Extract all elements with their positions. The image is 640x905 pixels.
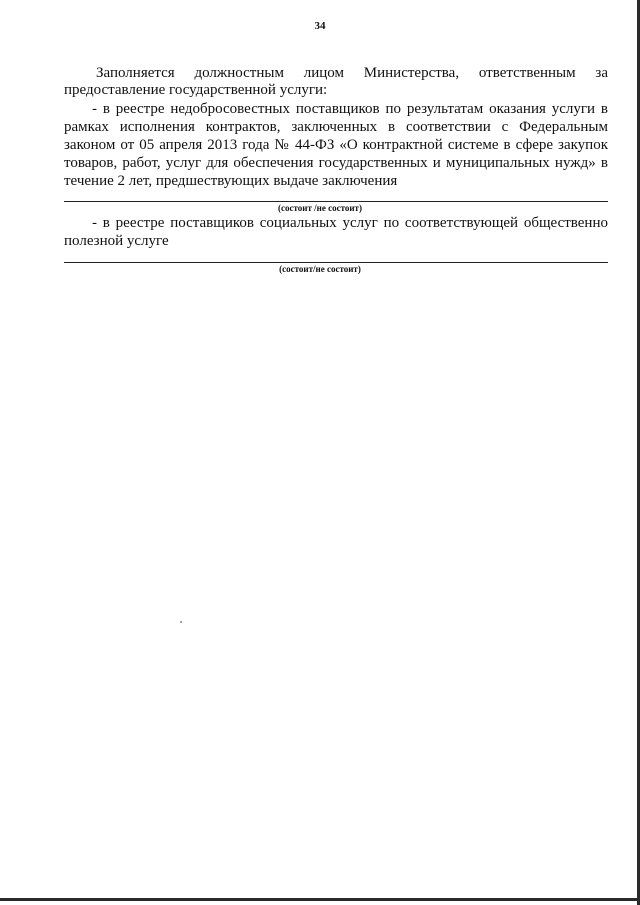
status-caption-2: (состоит/не состоит) [279,264,361,274]
page-number: 34 [314,20,326,32]
paragraph-1-line-2: предоставление государственной услуги: [64,82,328,98]
paragraph-2-line-4: товаров, работ, услуг для обеспечения государственных и муниципальных нужд» в [64,155,608,171]
paragraph-2-line-3: законом от 05 апреля 2013 года № 44-ФЗ «О контрактной системе в сфере закупок [64,137,608,153]
paragraph-3-line-1: - в реестре поставщиков социальных услуг по соответствующей общественно [92,215,608,231]
paragraph-1-line-1: Заполняется должностным лицом Министерства, ответственным за [96,65,608,81]
scan-border-bottom [0,898,640,901]
fill-in-line-2 [64,262,608,263]
paragraph-2-line-1: - в реестре недобросовестных поставщиков по результатам оказания услуги в [92,101,608,117]
scan-speck [180,621,182,623]
status-caption-1: (состоит /не состоит) [278,203,362,213]
paragraph-2-line-2: рамках исполнения контрактов, заключенных в соответствии с Федеральным [64,119,608,135]
paragraph-2-line-5: течение 2 лет, предшествующих выдаче заключения [64,173,398,189]
paragraph-3-line-2: полезной услуге [64,233,169,249]
fill-in-line-1 [64,201,608,202]
